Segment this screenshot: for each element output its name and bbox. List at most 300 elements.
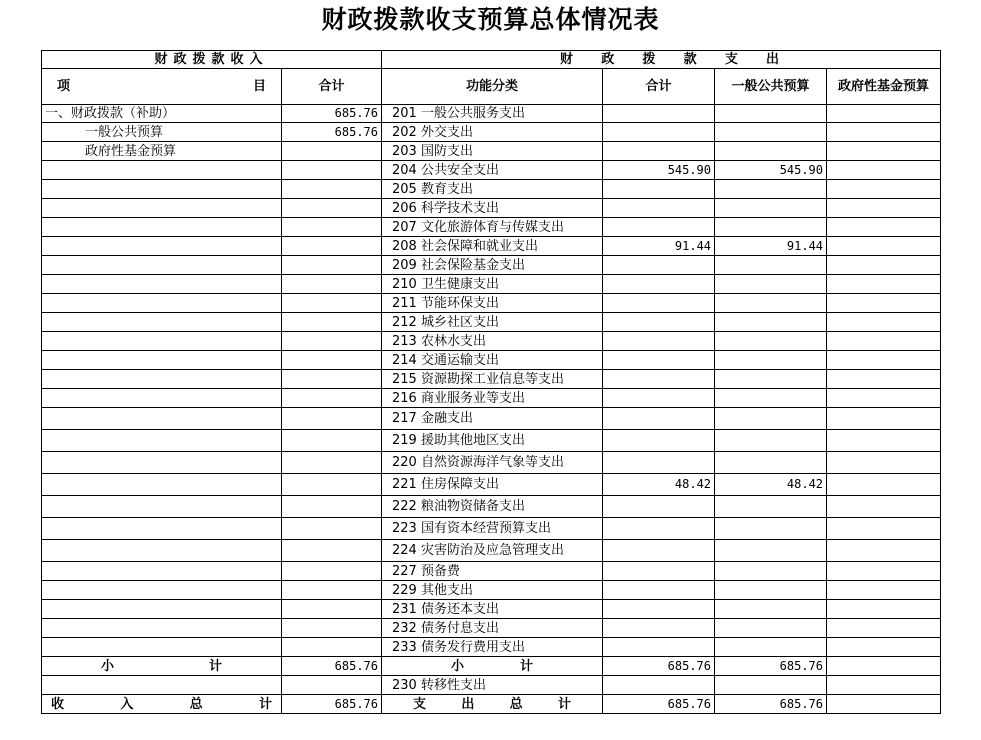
income-item-cell (42, 218, 282, 237)
column-header-row (42, 69, 941, 105)
income-total-cell (282, 676, 382, 695)
function-class-cell (382, 275, 603, 294)
function-class-cell (382, 294, 603, 313)
function-class-cell (382, 452, 603, 474)
function-code: 201 (392, 106, 417, 121)
income-total-cell (282, 218, 382, 237)
table-row (42, 540, 941, 562)
general-budget-cell (715, 123, 827, 142)
item-column-header (42, 69, 282, 105)
function-class-cell (382, 123, 603, 142)
gov-fund-cell (827, 518, 941, 540)
expense-total-cell (603, 123, 715, 142)
table-row (42, 256, 941, 275)
expense-group-char: 财 (560, 52, 574, 67)
function-code: 220 (392, 455, 417, 470)
general-budget-cell (715, 370, 827, 389)
function-name: 农林水支出 (420, 333, 486, 349)
income-item-cell (42, 351, 282, 370)
general-budget-cell (715, 452, 827, 474)
subtotal-income-label-char: 小 (101, 658, 115, 674)
expense-total-cell (603, 676, 715, 695)
gov-fund-cell (827, 218, 941, 237)
function-class-cell (382, 351, 603, 370)
income-item-cell (42, 452, 282, 474)
gov-fund-cell (827, 638, 941, 657)
function-class-cell (382, 332, 603, 351)
subtotal-expense-label-char: 计 (520, 658, 534, 674)
general-budget-cell (715, 562, 827, 581)
income-item-cell: 一、财政拨款（补助） (42, 105, 282, 123)
function-code: 212 (392, 314, 417, 330)
gov-fund-cell (827, 105, 941, 123)
income-group-label: 财政拨款收入 (154, 52, 269, 67)
expense-total-cell (603, 180, 715, 199)
income-item-cell (42, 638, 282, 657)
expense-total-cell: 545.90 (603, 161, 715, 180)
function-class-cell (382, 199, 603, 218)
grand-expense-label-char: 支 (413, 696, 427, 712)
function-class-cell (382, 581, 603, 600)
table-row (42, 430, 941, 452)
expense-total-cell (603, 199, 715, 218)
income-item-cell: 政府性基金预算 (42, 142, 282, 161)
expense-total-cell (603, 562, 715, 581)
income-item-cell (42, 408, 282, 430)
income-total-cell: 685.76 (282, 105, 382, 123)
gov-fund-cell (827, 370, 941, 389)
expense-total-cell (603, 294, 715, 313)
gov-fund-cell (827, 496, 941, 518)
grand-income-label-chars (45, 697, 278, 712)
function-class-cell (382, 518, 603, 540)
income-total-cell (282, 389, 382, 408)
subtotal-row (42, 657, 941, 676)
gov-fund-cell (827, 275, 941, 294)
income-total-cell: 685.76 (282, 123, 382, 142)
grand-expense-label-chars (385, 697, 599, 712)
income-item-cell (42, 430, 282, 452)
income-item-cell (42, 474, 282, 496)
general-budget-cell (715, 105, 827, 123)
table-row (42, 294, 941, 313)
income-total-cell (282, 275, 382, 294)
general-budget-cell (715, 275, 827, 294)
gov-fund-cell (827, 562, 941, 581)
income-total-cell (282, 237, 382, 256)
expense-total-cell (603, 256, 715, 275)
table-row (42, 452, 941, 474)
income-total-cell (282, 351, 382, 370)
table-row (42, 105, 941, 123)
income-item-cell (42, 600, 282, 619)
expense-group-char: 款 (683, 52, 697, 67)
expense-group-char: 支 (724, 52, 738, 67)
function-class-cell (382, 619, 603, 638)
general-budget-cell (715, 518, 827, 540)
page-title: 财政拨款收支预算总体情况表 (321, 5, 660, 34)
income-item-cell (42, 180, 282, 199)
gov-fund-cell (827, 237, 941, 256)
gov-fund-cell (827, 313, 941, 332)
income-total-cell (282, 474, 382, 496)
expense-total-cell (603, 452, 715, 474)
subtotal-income-label-chars (45, 659, 278, 674)
general-budget-cell: 545.90 (715, 161, 827, 180)
function-code: 215 (392, 371, 417, 387)
expense-group-header (382, 51, 941, 69)
expense-total-cell (603, 408, 715, 430)
expense-total-cell (603, 313, 715, 332)
income-total-cell (282, 294, 382, 313)
gov-fund-cell (827, 256, 941, 275)
income-item-cell (42, 496, 282, 518)
grand-income-label (42, 695, 282, 714)
expense-total-cell (603, 218, 715, 237)
item-label-left: 项 (57, 79, 71, 94)
grand-expense-label-char: 计 (558, 696, 572, 712)
table-row (42, 123, 941, 142)
function-name: 城乡社区支出 (420, 314, 499, 330)
table-row (42, 619, 941, 638)
subtotal-income-label (42, 657, 282, 676)
function-code: 224 (392, 543, 417, 558)
income-total-cell (282, 332, 382, 351)
gov-fund-cell (827, 676, 941, 695)
grand-income-label-char: 入 (120, 696, 134, 712)
grand-income-label-char: 总 (189, 696, 203, 712)
table-row (42, 142, 941, 161)
table-row (42, 408, 941, 430)
function-class-cell (382, 161, 603, 180)
expense-total-cell (603, 581, 715, 600)
table-row (42, 161, 941, 180)
table-row (42, 199, 941, 218)
budget-table (41, 50, 941, 714)
function-code: 207 (392, 219, 417, 235)
grand-expense-label-char: 总 (509, 696, 523, 712)
gov-fund-cell (827, 619, 941, 638)
table-row (42, 332, 941, 351)
table-row (42, 275, 941, 294)
income-item-cell (42, 256, 282, 275)
general-budget-cell (715, 256, 827, 275)
function-code: 217 (392, 411, 417, 426)
income-item-cell (42, 619, 282, 638)
grand-expense-label-char: 出 (461, 696, 475, 712)
function-code: 231 (392, 601, 417, 617)
expense-total-cell: 91.44 (603, 237, 715, 256)
general-budget-cell (715, 619, 827, 638)
table-row (42, 389, 941, 408)
income-total-cell (282, 142, 382, 161)
function-class-cell (382, 676, 603, 695)
function-code: 211 (392, 295, 417, 311)
income-item-cell (42, 562, 282, 581)
function-class-cell (382, 389, 603, 408)
expense-total-cell (603, 496, 715, 518)
expense-total-cell (603, 142, 715, 161)
general-budget-cell: 48.42 (715, 474, 827, 496)
function-name: 卫生健康支出 (420, 276, 499, 292)
function-name: 住房保障支出 (420, 477, 499, 492)
function-class-header: 功能分类 (382, 69, 603, 105)
expense-total-cell (603, 619, 715, 638)
function-code: 209 (392, 257, 417, 273)
income-total-header: 合计 (282, 69, 382, 105)
income-total-cell (282, 581, 382, 600)
table-row (42, 600, 941, 619)
function-name: 商业服务业等支出 (420, 390, 525, 406)
function-name: 文化旅游体育与传媒支出 (420, 219, 564, 235)
function-name: 粮油物资储备支出 (420, 499, 525, 514)
expense-group-label (385, 52, 937, 67)
gov-fund-cell (827, 474, 941, 496)
gov-fund-cell (827, 408, 941, 430)
function-class-cell (382, 496, 603, 518)
income-item-cell (42, 389, 282, 408)
function-code: 204 (392, 162, 417, 178)
income-group-header (42, 51, 382, 69)
grand-general-budget: 685.76 (715, 695, 827, 714)
income-item-cell (42, 161, 282, 180)
general-budget-cell: 91.44 (715, 237, 827, 256)
gov-fund-cell (827, 600, 941, 619)
income-total-cell (282, 313, 382, 332)
function-code: 222 (392, 499, 417, 514)
general-budget-header: 一般公共预算 (715, 69, 827, 105)
income-total-cell (282, 452, 382, 474)
expense-total-cell (603, 540, 715, 562)
function-class-cell (382, 218, 603, 237)
function-class-cell (382, 256, 603, 275)
function-code: 216 (392, 390, 417, 406)
general-budget-cell (715, 389, 827, 408)
function-class-cell (382, 562, 603, 581)
income-total-cell (282, 161, 382, 180)
general-budget-cell (715, 496, 827, 518)
function-code: 229 (392, 582, 417, 598)
general-budget-cell (715, 540, 827, 562)
income-total-cell (282, 638, 382, 657)
function-code: 214 (392, 352, 417, 368)
expense-group-char: 出 (766, 52, 780, 67)
income-total-cell (282, 430, 382, 452)
subtotal-gov-fund (827, 657, 941, 676)
gov-fund-cell (827, 430, 941, 452)
subtotal-expense-label-chars (385, 659, 599, 674)
expense-total-cell (603, 430, 715, 452)
subtotal-general-budget: 685.76 (715, 657, 827, 676)
table-row (42, 351, 941, 370)
table-row (42, 180, 941, 199)
income-total-cell (282, 562, 382, 581)
expense-total-cell: 48.42 (603, 474, 715, 496)
function-name: 社会保险基金支出 (420, 257, 525, 273)
gov-fund-cell (827, 452, 941, 474)
grand-income-total: 685.76 (282, 695, 382, 714)
function-name: 交通运输支出 (420, 352, 499, 368)
grand-income-label-char: 计 (258, 696, 272, 712)
general-budget-cell (715, 199, 827, 218)
function-name: 债务还本支出 (420, 601, 499, 617)
function-class-cell (382, 105, 603, 123)
function-code: 210 (392, 276, 417, 292)
general-budget-cell (715, 313, 827, 332)
function-name: 科学技术支出 (420, 200, 499, 216)
gov-fund-cell (827, 389, 941, 408)
function-name: 援助其他地区支出 (420, 433, 525, 448)
gov-fund-cell (827, 351, 941, 370)
general-budget-cell (715, 408, 827, 430)
function-class-cell (382, 540, 603, 562)
function-class-cell (382, 142, 603, 161)
expense-total-cell (603, 105, 715, 123)
expense-group-char: 拨 (642, 52, 656, 67)
general-budget-cell (715, 180, 827, 199)
expense-total-cell (603, 389, 715, 408)
income-item-cell: 一般公共预算 (42, 123, 282, 142)
table-row (42, 581, 941, 600)
function-class-cell (382, 600, 603, 619)
function-name: 节能环保支出 (420, 295, 499, 311)
function-name: 社会保障和就业支出 (420, 238, 538, 254)
function-class-cell (382, 474, 603, 496)
function-code: 227 (392, 563, 417, 579)
subtotal-expense-label-char: 小 (451, 658, 465, 674)
group-header-row (42, 51, 941, 69)
income-item-cell (42, 313, 282, 332)
grand-expense-total: 685.76 (603, 695, 715, 714)
table-row (42, 313, 941, 332)
function-name: 债务发行费用支出 (420, 639, 525, 655)
income-total-cell (282, 600, 382, 619)
subtotal-income-label-char: 计 (208, 658, 222, 674)
function-name: 外交支出 (420, 124, 473, 140)
general-budget-cell (715, 676, 827, 695)
general-budget-cell (715, 638, 827, 657)
grand-expense-label (382, 695, 603, 714)
gov-fund-cell (827, 581, 941, 600)
function-name: 其他支出 (420, 582, 473, 598)
expense-total-cell (603, 275, 715, 294)
function-name: 转移性支出 (420, 677, 486, 693)
function-name: 债务付息支出 (420, 620, 499, 636)
income-item-cell (42, 518, 282, 540)
income-total-cell (282, 199, 382, 218)
expense-group-char: 政 (601, 52, 615, 67)
function-name: 一般公共服务支出 (420, 106, 525, 121)
function-name: 公共安全支出 (420, 162, 499, 178)
function-code: 205 (392, 181, 417, 197)
general-budget-cell (715, 294, 827, 313)
subtotal-expense-total: 685.76 (603, 657, 715, 676)
transfer-row (42, 676, 941, 695)
income-total-cell (282, 256, 382, 275)
gov-fund-cell (827, 540, 941, 562)
function-code: 230 (392, 677, 417, 693)
function-class-cell (382, 237, 603, 256)
expense-total-cell (603, 518, 715, 540)
function-class-cell (382, 180, 603, 199)
table-row (42, 370, 941, 389)
expense-total-header: 合计 (603, 69, 715, 105)
function-code: 206 (392, 200, 417, 216)
expense-total-cell (603, 600, 715, 619)
table-row (42, 474, 941, 496)
function-name: 自然资源海洋气象等支出 (420, 455, 564, 470)
function-class-cell (382, 430, 603, 452)
general-budget-cell (715, 430, 827, 452)
general-budget-cell (715, 218, 827, 237)
income-item-cell (42, 275, 282, 294)
subtotal-income-total: 685.76 (282, 657, 382, 676)
function-class-cell (382, 638, 603, 657)
gov-fund-cell (827, 123, 941, 142)
general-budget-cell (715, 600, 827, 619)
subtotal-expense-label (382, 657, 603, 676)
grand-gov-fund (827, 695, 941, 714)
function-code: 219 (392, 433, 417, 448)
function-code: 233 (392, 639, 417, 655)
table-row (42, 218, 941, 237)
function-name: 教育支出 (420, 181, 473, 197)
income-item-cell (42, 199, 282, 218)
income-total-cell (282, 619, 382, 638)
general-budget-cell (715, 332, 827, 351)
expense-total-cell (603, 370, 715, 389)
income-item-cell (42, 370, 282, 389)
function-name: 预备费 (420, 563, 460, 579)
gov-fund-cell (827, 161, 941, 180)
gov-fund-cell (827, 294, 941, 313)
function-code: 202 (392, 124, 417, 140)
gov-fund-cell (827, 332, 941, 351)
general-budget-cell (715, 351, 827, 370)
function-code: 213 (392, 333, 417, 349)
function-code: 232 (392, 620, 417, 636)
expense-total-cell (603, 638, 715, 657)
income-total-cell (282, 180, 382, 199)
table-row (42, 562, 941, 581)
table-row (42, 496, 941, 518)
income-item-cell (42, 581, 282, 600)
function-class-cell (382, 313, 603, 332)
function-code: 208 (392, 238, 417, 254)
function-code: 223 (392, 521, 417, 536)
table-row (42, 518, 941, 540)
function-class-cell (382, 370, 603, 389)
table-row (42, 237, 941, 256)
income-item-cell (42, 540, 282, 562)
income-total-cell (282, 496, 382, 518)
general-budget-cell (715, 581, 827, 600)
function-name: 金融支出 (420, 411, 473, 426)
function-name: 国防支出 (420, 143, 473, 159)
income-total-cell (282, 408, 382, 430)
income-total-cell (282, 540, 382, 562)
expense-total-cell (603, 351, 715, 370)
item-label-right: 目 (252, 79, 266, 94)
gov-fund-cell (827, 142, 941, 161)
income-item-cell (42, 237, 282, 256)
general-budget-cell (715, 142, 827, 161)
income-item-cell (42, 332, 282, 351)
function-class-cell (382, 408, 603, 430)
grand-total-row (42, 695, 941, 714)
income-item-cell (42, 294, 282, 313)
table-row (42, 638, 941, 657)
